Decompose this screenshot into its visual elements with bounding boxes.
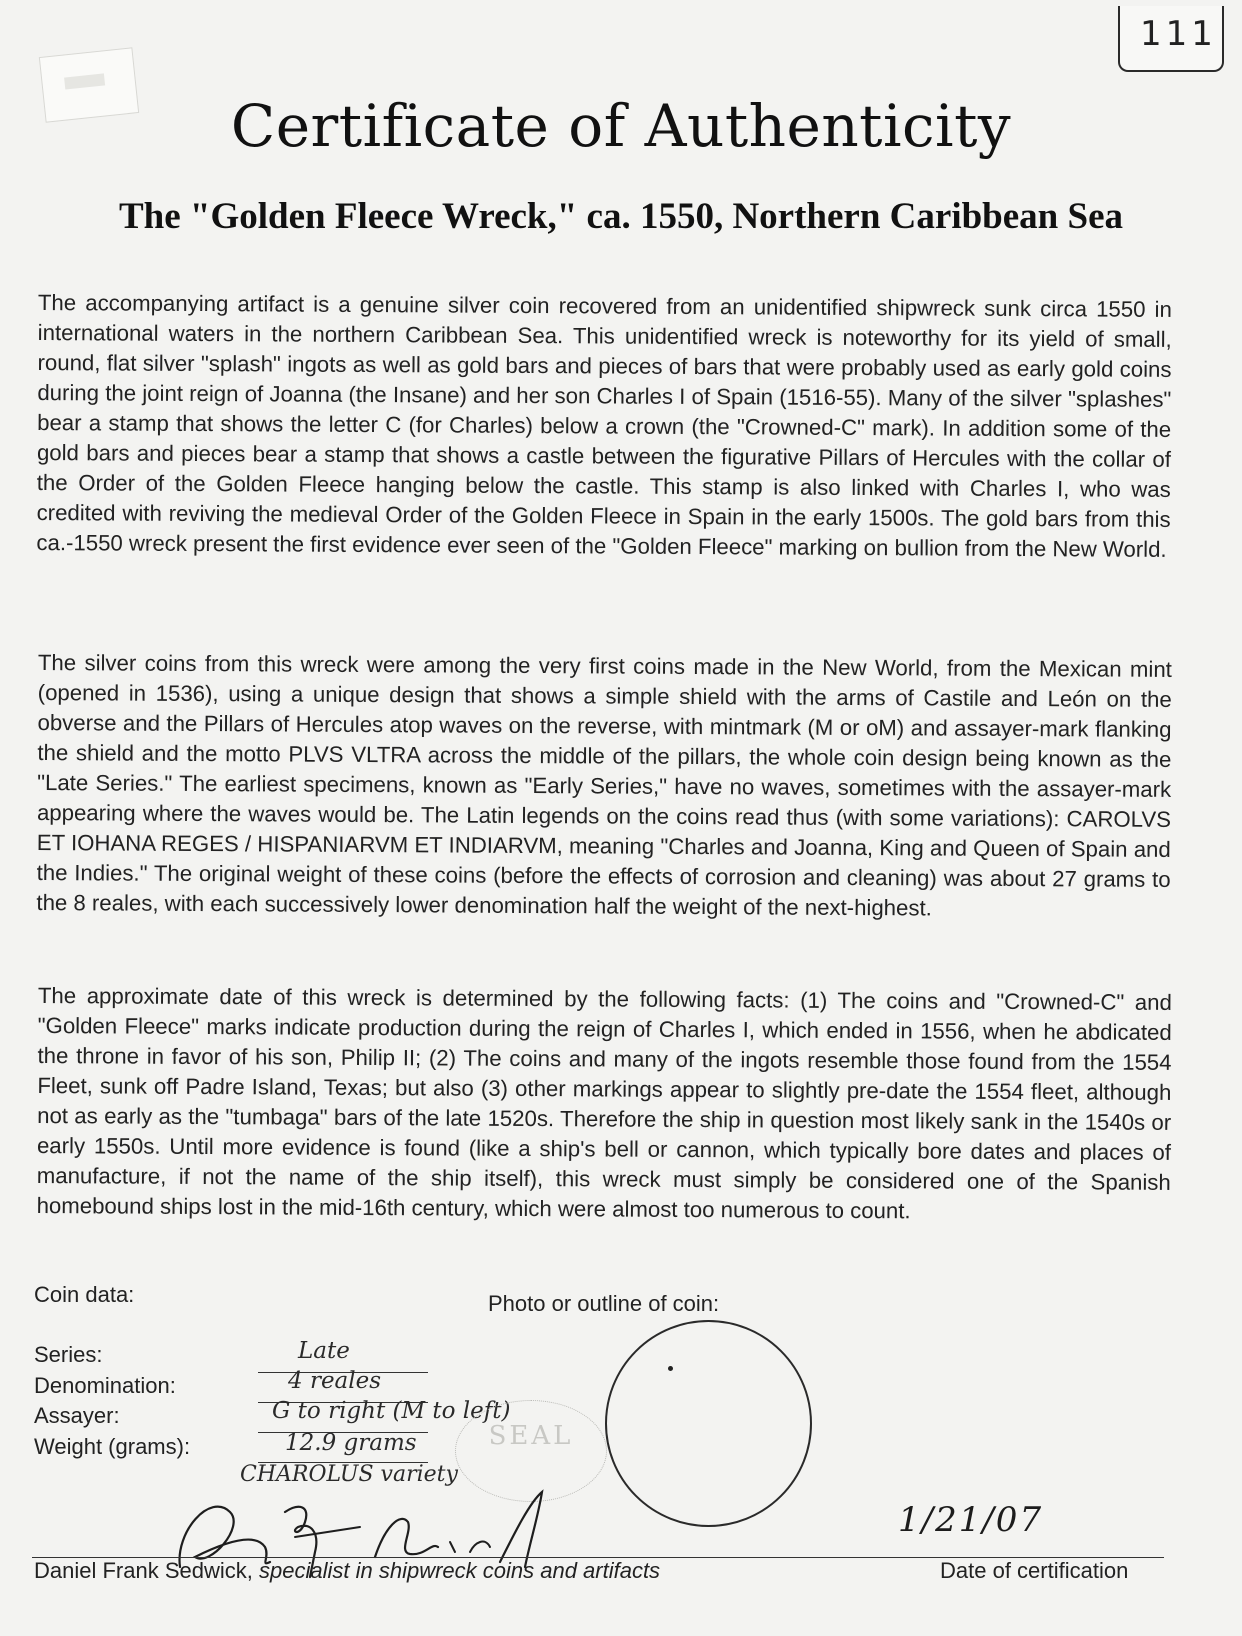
certification-date-handwritten: 1/21/07 (898, 1500, 1044, 1540)
signer-role: specialist in shipwreck coins and artifacts (259, 1558, 661, 1583)
variety-note: CHAROLUS variety (240, 1462, 458, 1487)
assayer-value: G to right (M to left) (272, 1398, 511, 1424)
corner-number: 111 (1140, 14, 1217, 54)
signer-name: Daniel Frank Sedwick, (34, 1558, 253, 1583)
date-of-certification-label: Date of certification (940, 1558, 1129, 1583)
denomination-label: Denomination: (34, 1373, 176, 1398)
paragraph-wreck-date: The approximate date of this wreck is determined by the following facts: (1) The coins and "Crowned-C" and "Golden Fleece" marks indicate production during the reign of Charles I, which ended in 1556, when he abdicated the throne in favor of his son, Philip II; (2) The coins and many of the ingots resemble those found from the 1554 Fleet, sunk off Padre Island, Texas; but also (3) other markings appear to slightly pre-date the 1554 fleet, although not as early as the "tumbaga" bars of the late 1520s. Therefore the ship in question most likely sank in the 1540s or early 1550s. Until more evidence is found (like a ship's bell or cannon, which typically bore dates and places of manufacture, if not the name of the ship itself), this wreck must simply be considered one of the Spanish homebound ships lost in the mid-16th century, which were almost too numerous to count. (36, 982, 1172, 1224)
weight-value: 12.9 grams (285, 1430, 417, 1456)
denomination-value: 4 reales (288, 1368, 382, 1394)
series-label: Series: (34, 1342, 103, 1367)
photo-outline-label: Photo or outline of coin: (488, 1291, 720, 1316)
paragraph-wreck-description: The accompanying artifact is a genuine silver coin recovered from an unidentified shipwreck sunk circa 1550 in international waters in the northern Caribbean Sea. This unidentified wreck is noteworthy for its yield of small, round, flat silver "splash" ingots as well as gold bars and pieces of bars that were probably used as early gold coins during the joint reign of Joanna (the Insane) and her son Charles I of Spain (1516-55). Many of the silver "splashes" bear a stamp that shows the letter C (for Charles) below a crown (the "Crowned-C" mark). In addition some of the gold bars and pieces bear a stamp that shows a castle between the figurative Pillars of Hercules with the collar of the Order of the Golden Fleece hanging below the castle. This stamp is also linked with Charles I, who was credited with reviving the medieval Order of the Golden Fleece in Spain in the early 1500s. The gold bars from this ca.-1550 wreck present the first evidence ever seen of the "Golden Fleece" marking on bullion from the New World. (36, 289, 1172, 562)
coin-outline-circle (605, 1320, 812, 1527)
paragraph-coin-description: The silver coins from this wreck were among the very first coins made in the New World, from the Mexican mint (opened in 1536), using a unique design that shows a simple shield with the arms of Castile and León on the obverse and the Pillars of Hercules atop waves on the reverse, with mintmark (M or oM) and assayer-mark flanking the shield and the motto PLVS VLTRA across the middle of the pillars, the whole coin design being known as the "Late Series." The earliest specimens, known as "Early Series," have no waves, sometimes with the assayer-mark appearing where the waves would be. The Latin legends on the coins read thus (with some variations): CAROLVS ET IOHANA REGES / HISPANIARVM ET INDIARVM, meaning "Charles and Joanna, King and Queen of Spain and the Indies." The original weight of these coins (before the effects of corrosion and cleaning) was about 27 grams to the 8 reales, with each successively lower denomination half the weight of the next-highest. (36, 649, 1172, 921)
weight-label: Weight (grams): (34, 1434, 191, 1459)
assayer-label: Assayer: (34, 1403, 120, 1428)
coin-outline-dot (668, 1366, 673, 1371)
embossed-seal: SEAL (455, 1400, 607, 1502)
certificate-subtitle: The "Golden Fleece Wreck," ca. 1550, Northern Caribbean Sea (118, 196, 1124, 237)
signer-name-line (34, 1558, 660, 1584)
series-value: Late (298, 1338, 350, 1364)
certificate-title: Certificate of Authenticity (230, 92, 1012, 160)
coin-data-heading: Coin data: (34, 1282, 135, 1307)
